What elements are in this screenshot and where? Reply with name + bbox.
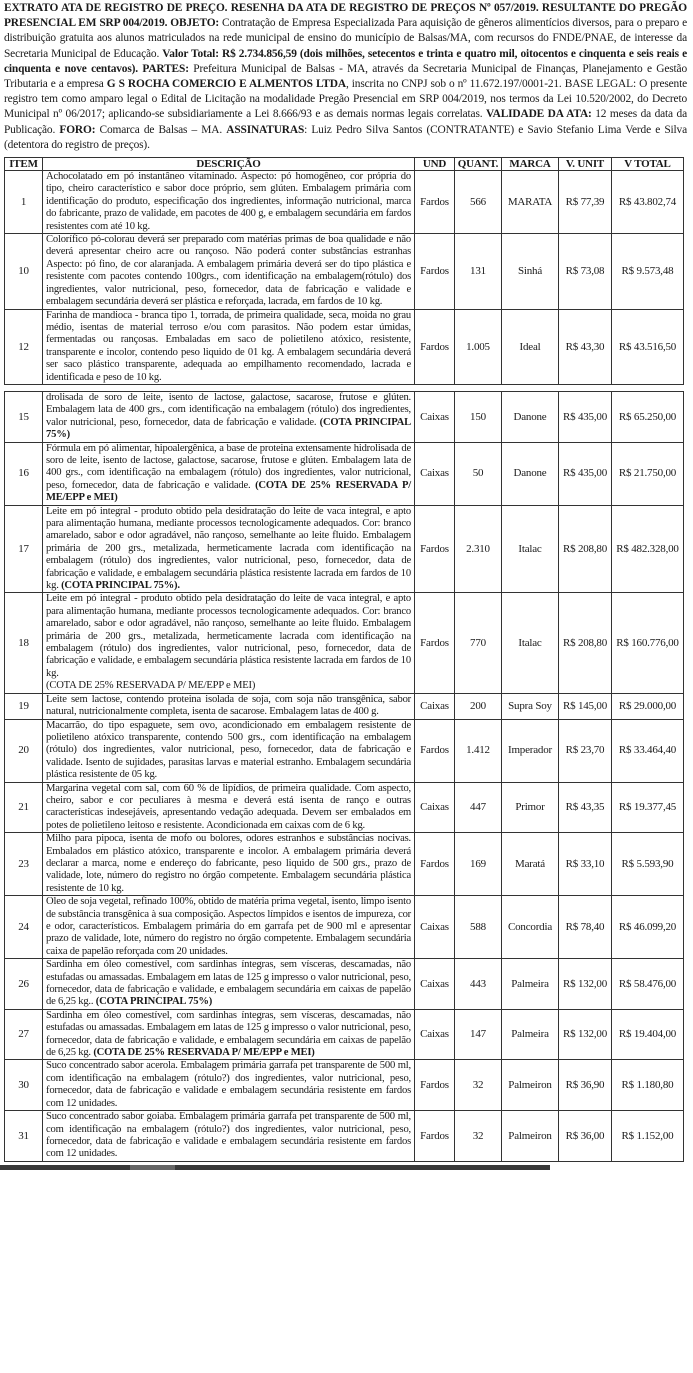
item-description [43,442,415,505]
table-row [5,1111,684,1162]
item-quantity: 1.412 [455,719,502,782]
description-text: Farinha de mandioca - branca tipo 1, torrada, de primeira qualidade, seca, moida no grau médio, isentas de material terroso e/ou com parasitos. Não podem estar úmidas, fermentadas ou rançosas. Embaladas em saco de polietileno atóxico, resistente, transparente e incolor, contendo peso liquido de 01 kg. A embalagem secundária deverá ser saco plástico transparente, adequada ao empilhamento recomendado, lacrada e identificada e peso de 10 kg. [46,309,411,383]
items-table-part2 [4,391,684,1162]
item-quantity: 150 [455,391,502,442]
item-description [43,391,415,442]
item-quantity: 32 [455,1060,502,1111]
partes-label: PARTES: [137,62,189,75]
item-description [43,1060,415,1111]
item-unit: Caixas [415,896,455,959]
item-number: 12 [5,309,43,384]
items-tables [4,157,683,1162]
item-quantity: 566 [455,171,502,234]
item-total-price: R$ 46.099,20 [612,896,684,959]
page-bottom-edge [0,1165,550,1170]
table-header-row [5,158,684,171]
item-description [43,1111,415,1162]
table-row [5,833,684,896]
item-total-price: R$ 482.328,00 [612,505,684,593]
item-number: 16 [5,442,43,505]
item-description [43,1009,415,1060]
item-quantity: 147 [455,1009,502,1060]
item-unit: Fardos [415,1060,455,1111]
item-unit-price: R$ 36,90 [559,1060,612,1111]
description-text: Macarrão, do tipo espaguete, sem ovo, acondicionado em embalagem resistente de polietileno atóxico transparente, contendo 500 grs., com identificação na embalagem (rótulo) dos ingredientes, valor nutricional, peso, fornecedor, data de fabricação e validade. Isento de sujidades, parasitas larvas e material estranho. Embalagem secundária plástica resistente de 05 kg. [46,719,411,781]
item-brand: Palmeira [502,959,559,1010]
description-text: Margarina vegetal com sal, com 60 % de lipídios, de primeira qualidade. Com aspecto, cheiro, sabor e cor peculiares à mesma e deverá está isenta de ranço e outras características indesejáveis, apresentando vedação adequada. Devem ser embalados em potes de polietileno leitoso e resistente. Acondicionada em caixas com de 6 kg. [46,782,411,831]
item-brand: Palmeira [502,1009,559,1060]
foro-label: FORO: [59,123,96,136]
item-unit-price: R$ 208,80 [559,505,612,593]
item-brand: Danone [502,442,559,505]
item-quantity: 588 [455,896,502,959]
item-brand: MARATA [502,171,559,234]
cota-label: (COTA DE 25% RESERVADA P/ ME/EPP e MEI) [46,479,411,504]
item-total-price: R$ 160.776,00 [612,593,684,693]
item-unit: Caixas [415,782,455,833]
item-unit-price: R$ 78,40 [559,896,612,959]
table-row [5,391,684,442]
item-description [43,171,415,234]
item-unit-price: R$ 43,35 [559,782,612,833]
items-table-part1 [4,157,684,385]
item-unit-price: R$ 132,00 [559,959,612,1010]
table-row [5,693,684,719]
table-row [5,1009,684,1060]
description-text: Achocolatado em pó instantâneo vitaminado. Aspecto: pó homogêneo, cor própria do tipo, cheiro característico e sabor doce próprio, sem glúten. Embalagem primária com identificação do produto, especificação dos ingredientes, informação nutricional, marca do fabricante, prazo de validade, em pacotes de 400 g, e embalagem secundária em fardos resistentes com até 10 kg. [46,171,411,232]
description-text: drolisada de soro de leite, isento de lactose, galactose, sacarose, frutose e glúten. Embalagem lata de 400 grs., com identificação na embalagem (rótulo) dos ingredientes, valor nutricional, peso, fornecedor, data de fabricação e validade. [46,391,411,428]
item-unit: Fardos [415,309,455,384]
item-description [43,833,415,896]
col-header-descricao: DESCRIÇÃO [43,158,415,171]
valor-total-label: Valor Total: [162,47,219,60]
item-unit: Fardos [415,505,455,593]
item-unit-price: R$ 33,10 [559,833,612,896]
item-total-price: R$ 58.476,00 [612,959,684,1010]
objeto-text: Contratação de Empresa Especializada Para aquisição de gêneros alimentícios diversos, para o preparo e distribuição gratuita aos alunos matriculados na rede municipal de ensino do município de Balsas/MA, com recursos do FNDE/PNAE, de interesse da Secretaria Municipal de Educação. [4,17,687,60]
col-header-vtotal: V TOTAL [612,158,684,171]
partes-text: Prefeitura Municipal de Balsas - MA, através da Secretaria Municipal de Finanças, Planejamento e Gestão Tributaria e a empresa [4,62,688,91]
description-text: Leite em pó integral - produto obtido pela desidratação do leite de vaca integral, e apto para alimentação humana, mediante processos tecnologicamente adequados. Cor: branco amarelado, sabor e odor agradável, não rançoso, semelhante ao leite fluido. Embalagem primária de 200 grs., metalizada, hermeticamente lacrada com identificação na embalagem (rótulo) dos ingredientes, valor nutricional, peso, fornecedor, data de fabricação e validade, e embalagem secundária plástica resistente lacrada em fardos de 10 kg. [46,505,411,592]
cota-label: (COTA PRINCIPAL 75%). [61,580,180,592]
item-unit-price: R$ 73,08 [559,234,612,309]
cota-label: (COTA PRINCIPAL 75%) [46,416,412,441]
cota-label: (COTA PRINCIPAL 75%) [95,996,213,1008]
item-unit: Caixas [415,442,455,505]
item-description [43,959,415,1010]
extract-title: EXTRATO ATA DE REGISTRO DE PREÇO. RESENHA DA ATA DE REGISTRO DE PREÇOS Nº 057/2019. RESULTANTE DO PREGÃO PRESENCIAL EM SRP 004/2019. OBJETO: [4,2,687,30]
item-number: 26 [5,959,43,1010]
item-quantity: 32 [455,1111,502,1162]
item-total-price: R$ 65.250,00 [612,391,684,442]
item-quantity: 131 [455,234,502,309]
item-brand: Maratá [502,833,559,896]
item-total-price: R$ 43.516,50 [612,309,684,384]
col-header-marca: MARCA [502,158,559,171]
item-total-price: R$ 1.180,80 [612,1060,684,1111]
item-description [43,505,415,593]
item-number: 31 [5,1111,43,1162]
description-text: Colorífico pó-colorau deverá ser preparado com matérias primas de boa qualidade e não deverá apresentar cheiro acre ou rançoso. Não poderá conter substâncias estranhas Aspecto: pó fino, de cor alaranjada. A embalagem primária deverá ser do tipo plástica e resistente com pacotes contendo 100grs., com identificação na embalagem(rótulo) dos ingredientes, valor nutricional, peso, fornecedor, data de fabricação e validade e embalagem secundária deverá ser plástica e reforçada, lacrada, em fardos de 10 kg. [46,234,411,308]
item-total-price: R$ 21.750,00 [612,442,684,505]
item-brand: Italac [502,593,559,693]
item-description [43,719,415,782]
table-row [5,234,684,309]
item-number: 1 [5,171,43,234]
item-brand: Concordia [502,896,559,959]
col-header-vunit: V. UNIT [559,158,612,171]
item-number: 10 [5,234,43,309]
description-text: Suco concentrado sabor goiaba. Embalagem primária garrafa pet transparente de 500 ml, com identificação na embalagem (rótulo?) dos ingredientes, valor nutricional, peso, fornecedor, data de fabricação e validade e embalagem secundária resistente em fardos com 12 unidades. [46,1111,411,1160]
table-row [5,505,684,593]
table-row [5,959,684,1010]
description-text: Sardinha em óleo comestível, com sardinhas íntegras, sem vísceras, descamadas, não estufadas ou amassadas. Embalagem em latas de 125 g impresso o valor nutricional, peso, fornecedor, data de fabricação e validade, e embalagem secundária em caixas de papelão de 6,25 kg. [46,1009,411,1059]
item-brand: Danone [502,391,559,442]
table-row [5,719,684,782]
item-unit: Fardos [415,719,455,782]
item-total-price: R$ 33.464,40 [612,719,684,782]
item-brand: Palmeiron [502,1111,559,1162]
item-total-price: R$ 43.802,74 [612,171,684,234]
item-unit: Fardos [415,1111,455,1162]
table-row [5,896,684,959]
item-description [43,234,415,309]
cnpj-base-legal-text: , inscrita no CNPJ sob o nº 11.672.197/0001-21. BASE LEGAL: O presente registro tem como amparo legal o Edital de Licitação na modalidade Pregão Presencial em SRP 004/2019, nos termos da Lei 10.520/2002, do Decreto Municipal nº 06/2017; aplicando-se subsidiariamente a Lei 8.666/93 e as demais normas legais correlatas. [4,78,687,121]
col-header-item: ITEM [5,158,43,171]
assinaturas-text: : Luiz Pedro Silva Santos (CONTRATANTE) e Savio Stefanio Lima Verde e Silva (detentora do registro de preços). [4,123,687,151]
item-number: 20 [5,719,43,782]
item-quantity: 169 [455,833,502,896]
item-unit-price: R$ 435,00 [559,442,612,505]
item-total-price: R$ 19.377,45 [612,782,684,833]
item-unit-price: R$ 77,39 [559,171,612,234]
item-description [43,593,415,693]
item-total-price: R$ 5.593,90 [612,833,684,896]
item-number: 18 [5,593,43,693]
description-text: Suco concentrado sabor acerola. Embalagem primária garrafa pet transparente de 500 ml, com identificação na embalagem (rótulo?) dos ingredientes, valor nutricional, peso, fornecedor, data de fabricação e validade e embalagem secundária resistente em fardos com 12 unidades. [46,1060,411,1109]
item-total-price: R$ 1.152,00 [612,1111,684,1162]
item-number: 21 [5,782,43,833]
table-row [5,171,684,234]
validade-text: 12 meses da data da Publicação. [4,108,687,136]
item-unit: Fardos [415,234,455,309]
item-brand: Ideal [502,309,559,384]
item-unit-price: R$ 132,00 [559,1009,612,1060]
item-description [43,782,415,833]
extract-header-paragraph [4,0,687,153]
item-unit: Caixas [415,391,455,442]
page-bottom-edge-mark [130,1165,175,1170]
item-total-price: R$ 19.404,00 [612,1009,684,1060]
item-unit: Fardos [415,593,455,693]
item-brand: Sinhá [502,234,559,309]
item-brand: Italac [502,505,559,593]
table-row [5,1060,684,1111]
description-text: Milho para pipoca, isenta de mofo ou bolores, odores estranhos e substâncias nocivas. Embalados em plástico atóxico, transparente e incolor. A embalagem primária deverá declarar a marca, nome e endereço do fabricante, peso liquido de 500 grs., prazo de validade, lote, número do registro no órgão competente. Embalagem secundária plástica resistente de 10 kg. [46,833,411,894]
item-brand: Supra Soy [502,693,559,719]
item-unit: Fardos [415,171,455,234]
item-brand: Palmeiron [502,1060,559,1111]
item-quantity: 200 [455,693,502,719]
item-unit-price: R$ 43,30 [559,309,612,384]
item-brand: Primor [502,782,559,833]
item-number: 15 [5,391,43,442]
col-header-quant: QUANT. [455,158,502,171]
item-quantity: 50 [455,442,502,505]
item-unit: Fardos [415,833,455,896]
item-unit-price: R$ 208,80 [559,593,612,693]
item-brand: Imperador [502,719,559,782]
item-unit-price: R$ 23,70 [559,719,612,782]
item-quantity: 443 [455,959,502,1010]
item-quantity: 1.005 [455,309,502,384]
table-row [5,593,684,693]
item-unit-price: R$ 145,00 [559,693,612,719]
item-total-price: R$ 29.000,00 [612,693,684,719]
description-text: Leite sem lactose, contendo proteina isolada de soja, com soja não transgênica, sabor natural, nutricionalmente completa, isenta de sacarose. Embalagem latas de 400 g. [46,693,411,718]
item-description [43,896,415,959]
item-quantity: 2.310 [455,505,502,593]
item-number: 27 [5,1009,43,1060]
item-quantity: 447 [455,782,502,833]
item-total-price: R$ 9.573,48 [612,234,684,309]
table-row [5,309,684,384]
valor-total-value: R$ 2.734.856,59 (dois milhões, setecentos e trinta e quatro mil, oitocentos e cinquenta e seis reais e cinquenta e nove centavos). [4,47,687,75]
description-text: Fórmula em pó alimentar, hipoalergênica, a base de proteina extensamente hidrolisada de soro de leite, isento de lactose, galactose, sacarose, frutose e glúten. Embalagem lata de 400 grs., com identificação na embalagem (rótulo) dos ingredientes, valor nutricional, peso, fornecedor, data de fabricação e validade. [46,442,411,491]
cota-label: (COTA DE 25% RESERVADA P/ ME/EPP e MEI) [46,680,256,692]
cota-label: (COTA DE 25% RESERVADA P/ ME/EPP e MEI) [93,1047,315,1059]
description-text: Sardinha em óleo comestível, com sardinhas íntegras, sem vísceras, descamadas, não estufadas ou amassadas. Embalagem em latas de 125 g impresso o valor nutricional, peso, fornecedor, data de fabricação e validade, e embalagem secundária em caixas de papelão de 6,25 kg.. [46,959,411,1008]
validade-label: VALIDADE DA ATA: [486,108,592,121]
item-number: 17 [5,505,43,593]
item-unit: Caixas [415,959,455,1010]
item-number: 24 [5,896,43,959]
item-quantity: 770 [455,593,502,693]
item-unit: Caixas [415,1009,455,1060]
item-number: 30 [5,1060,43,1111]
empresa-name: G S ROCHA COMERCIO E ALMENTOS LTDA [106,78,346,91]
item-description [43,693,415,719]
item-unit-price: R$ 435,00 [559,391,612,442]
table-row [5,782,684,833]
item-number: 23 [5,833,43,896]
table-row [5,442,684,505]
page-bottom-edge-strip [0,1165,693,1170]
item-unit: Caixas [415,693,455,719]
item-description [43,309,415,384]
description-text: Oleo de soja vegetal, refinado 100%, obtido de matéria prima vegetal, isento, limpo isento de substância transgênica à sua composição. Aspectos límpidos e isentos de impureza, cor e odor, característicos. Embalagem primária do em garrafa pet de 900 ml e apresentar prazo de validade, lote, número do registro no órgão competente. Embalagem secundária caixa de papelão reforçada com 20 unidades. [46,896,411,957]
item-unit-price: R$ 36,00 [559,1111,612,1162]
assinaturas-label: ASSINATURAS [226,123,305,136]
col-header-und: UND [415,158,455,171]
item-number: 19 [5,693,43,719]
foro-text: Comarca de Balsas – MA. [95,123,227,136]
description-text: Leite em pó integral - produto obtido pela desidratação do leite de vaca integral, e apto para alimentação humana, mediante processos tecnologicamente adequados. Cor: branco amarelado, sabor e odor agradável, não rançoso, semelhante ao leite fluido. Embalagem primária de 200 grs., metalizada, hermeticamente lacrada com identificação na embalagem (rótulo) dos ingredientes, valor nutricional, peso, fornecedor, data de fabricação e validade, e embalagem secundária plástica resistente lacrada em fardos de 10 kg. [46,593,411,679]
